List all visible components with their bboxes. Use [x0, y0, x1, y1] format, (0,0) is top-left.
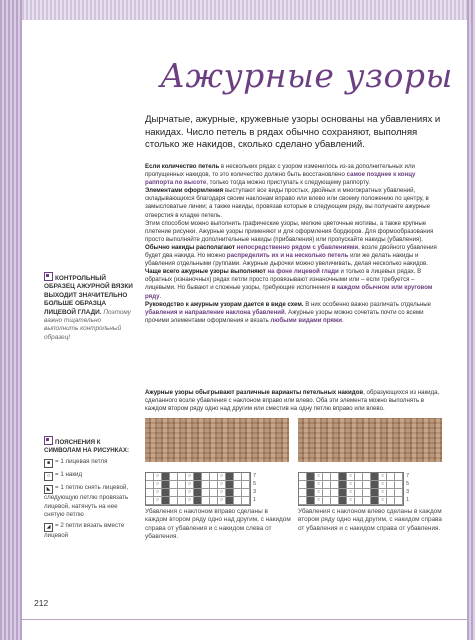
- chart-cell: [387, 481, 395, 489]
- row-number: 5: [406, 481, 410, 487]
- chart-cell: [186, 497, 194, 505]
- legend-text: = 2 петли вязать вместе лицевой: [44, 522, 125, 540]
- chart-cell: [202, 489, 210, 497]
- chart-cell: [186, 473, 194, 481]
- chart-cell: [242, 489, 250, 497]
- chart-cell: [323, 489, 331, 497]
- chart-cell: [355, 481, 363, 489]
- chart-cell: [307, 489, 315, 497]
- chart-cell: [218, 473, 226, 481]
- chart-cell: [371, 481, 379, 489]
- chart-cell: [170, 489, 178, 497]
- chart-cell: [331, 489, 339, 497]
- chart-cell: [307, 497, 315, 505]
- text: в нескольких рядах с узором изменилось из-за дополнительных или пропущенных накидов, то это количество должно быть восстановлено: [145, 163, 415, 179]
- decorative-border-top: [22, 0, 467, 20]
- paragraph-4: [145, 244, 445, 268]
- chart-cell: [355, 473, 363, 481]
- text: или же делать накиды и убавления отдельными группами. Ажурные дырочки можно увеличивать, делая несколько накидов.: [145, 252, 428, 268]
- chart-cell: [387, 473, 395, 481]
- text: , образующихся из накида, сделанного возле убавления с наклоном вправо или влево. Оба эти элемента можно выполнять в каждом втором ряду одно над другим или сместив на одну петлю вправо или влево.: [145, 389, 440, 413]
- chart-cell: [395, 489, 403, 497]
- chart-grid: [298, 472, 404, 506]
- chart-cell: [178, 481, 186, 489]
- chart-cell: [146, 481, 154, 489]
- chart-cell: [339, 473, 347, 481]
- chart-cell: [234, 497, 242, 505]
- chart-cell: [347, 481, 355, 489]
- chart-cell: [210, 489, 218, 497]
- chart-cell: [226, 497, 234, 505]
- chart-cell: [186, 489, 194, 497]
- chart-cell: [202, 497, 210, 505]
- chart-cell: [162, 489, 170, 497]
- chart-cell: [146, 497, 154, 505]
- chart-cell: [347, 489, 355, 497]
- chart-cell: [379, 473, 387, 481]
- row-number: 5: [253, 481, 257, 487]
- bold-phrase: Руководство к ажурным узорам дается в виде схем.: [145, 300, 304, 308]
- chart-cell: [363, 481, 371, 489]
- chart-cell: [154, 481, 162, 489]
- chart-cell: [347, 497, 355, 505]
- chart-cell: [194, 489, 202, 497]
- chart-cell: [154, 473, 162, 481]
- highlight: непосредственно рядом с убавлениями: [236, 243, 359, 251]
- chart-cell: [170, 473, 178, 481]
- yarn-over-icon: ○: [44, 472, 53, 481]
- chart-cell: [154, 497, 162, 505]
- chart-cell: [226, 489, 234, 497]
- chart-cell: [234, 473, 242, 481]
- chart-cell: [202, 473, 210, 481]
- chart-cell: [194, 497, 202, 505]
- chart-cell: [234, 489, 242, 497]
- chart-cell: [170, 481, 178, 489]
- text: , только тогда можно приступать к следующему раппорту.: [206, 179, 370, 187]
- bold-phrase: Ажурные узоры обыгрывают различные варианты петельных накидов: [145, 389, 364, 396]
- highlight: самое позднее к концу раппорта по высоте: [145, 171, 416, 187]
- chart-cell: [387, 497, 395, 505]
- text: В них особенно важно различать отдельные: [303, 300, 432, 308]
- caption-right-lean: Убавления с наклоном вправо сделаны в каждом втором ряду одно над другим, с накидом справа от убавления и с накидом слева от убавления.: [145, 508, 291, 541]
- legend-text: = 1 накид: [55, 471, 83, 479]
- highlight: убавления и направление наклона убавлений: [145, 308, 285, 316]
- chart-cell: [315, 497, 323, 505]
- knit-stitch-icon: ■: [44, 459, 53, 468]
- chart-cell: [146, 489, 154, 497]
- legend-item: [44, 484, 136, 519]
- chart-cell: [299, 497, 307, 505]
- right-decrease-icon: ◢: [44, 523, 53, 532]
- chart-cell: [210, 473, 218, 481]
- stitch-chart-left-lean: [298, 472, 410, 506]
- chart-cell: [371, 489, 379, 497]
- sidebar-tip: [44, 272, 134, 342]
- highlight: на фоне лицевой глади: [267, 268, 339, 276]
- chart-cell: [331, 473, 339, 481]
- decorative-border-left: [0, 0, 22, 640]
- legend-text: = 1 лицевая петля: [55, 458, 108, 466]
- page-title: Ажурные узоры: [160, 56, 453, 95]
- highlight: любыми видами пряжи: [270, 316, 342, 324]
- chart-cell: [339, 489, 347, 497]
- symbol-legend: [44, 436, 136, 540]
- chart-cell: [194, 473, 202, 481]
- chart-cell: [331, 497, 339, 505]
- chart-cell: [323, 497, 331, 505]
- chart-cell: [154, 489, 162, 497]
- chart-cell: [170, 497, 178, 505]
- chart-cell: [379, 497, 387, 505]
- chart-cell: [242, 497, 250, 505]
- legend-item: [44, 522, 136, 540]
- square-bullet-icon: [44, 436, 53, 445]
- chart-cell: [371, 473, 379, 481]
- text: .: [341, 316, 344, 324]
- footer-rule: [22, 619, 467, 620]
- paragraph-1: [145, 163, 445, 187]
- paragraph-3: Этим способом можно выполнить графические узоры, мелкие цветочные мотивы, а также крупные плетение рисунки. Ажурные узоры применяют и для оформления бордюров. Для формообразования просто выполняйте дополнительные накиды (прибавления) или пропускайте накиды (убавления).: [145, 219, 434, 243]
- chart-cell: [339, 497, 347, 505]
- row-number: 3: [253, 489, 257, 495]
- row-number: 1: [406, 497, 410, 503]
- tip-heading: КОНТРОЛЬНЫЙ ОБРАЗЕЦ АЖУРНОЙ ВЯЗКИ ВЫХОДИТ ЗНАЧИТЕЛЬНО БОЛЬШЕ ОБРАЗЦА ЛИЦЕВОЙ ГЛАДИ.: [44, 275, 133, 316]
- lead-paragraph: Дырчатые, ажурные, кружевные узоры основаны на убавлениях и накидах. Число петель в рядах обычно сохраняют, выполняя столько же накидов, сколько сделано убавлений.: [145, 114, 441, 150]
- chart-cell: [186, 481, 194, 489]
- chart-cell: [331, 481, 339, 489]
- chart-cell: [355, 489, 363, 497]
- chart-cell: [299, 481, 307, 489]
- chart-cell: [218, 489, 226, 497]
- chart-cell: [395, 481, 403, 489]
- chart-cell: [323, 473, 331, 481]
- section-paragraph: [145, 389, 445, 413]
- decorative-border-right: [467, 0, 475, 640]
- text: и только в лицевых рядах. В обратных (изнаночных) рядах петли просто провязывают изнаночными или – если требуется – лицевыми. Но бывают и сложные узоры, требующие исполнения: [145, 268, 422, 292]
- chart-cell: [218, 497, 226, 505]
- chart-cell: [347, 473, 355, 481]
- highlight: в каждом обычном или круговом ряду: [145, 284, 433, 300]
- left-decrease-icon: ◣: [44, 485, 53, 494]
- chart-cell: [315, 489, 323, 497]
- chart-cell: [178, 473, 186, 481]
- chart-cell: [178, 497, 186, 505]
- knit-swatch-photo-left-lean: [298, 418, 442, 462]
- chart-cell: [395, 497, 403, 505]
- chart-cell: [194, 481, 202, 489]
- page-number: 212: [34, 598, 49, 608]
- row-number: 7: [406, 473, 410, 479]
- chart-cell: [218, 481, 226, 489]
- row-numbers: [406, 472, 409, 504]
- legend-text: = 1 петлю снять лицевой, следующую петлю провязать лицевой, натянуть на нее снятую петлю: [44, 484, 129, 518]
- row-number: 3: [406, 489, 410, 495]
- paragraph-6: [145, 301, 445, 325]
- body-text: [145, 163, 445, 325]
- chart-cell: [202, 481, 210, 489]
- chart-cell: [323, 481, 331, 489]
- chart-cell: [210, 481, 218, 489]
- chart-cell: [363, 497, 371, 505]
- chart-cell: [363, 489, 371, 497]
- chart-cell: [379, 489, 387, 497]
- chart-cell: [178, 489, 186, 497]
- chart-cell: [146, 473, 154, 481]
- chart-cell: [226, 481, 234, 489]
- row-numbers: [253, 472, 256, 504]
- chart-cell: [315, 473, 323, 481]
- caption-left-lean: Убавления с наклоном влево сделаны в каждом втором ряду одно над другим, с накидом справа от убавления и с накидом справа от убавления.: [298, 508, 442, 532]
- knit-swatch-photo-right-lean: [145, 418, 289, 462]
- row-number: 7: [253, 473, 257, 479]
- paragraph-5: [145, 268, 445, 300]
- chart-cell: [299, 489, 307, 497]
- chart-cell: [379, 481, 387, 489]
- chart-cell: [339, 481, 347, 489]
- bold-phrase: Чаще всего ажурные узоры выполняют: [145, 268, 266, 276]
- chart-cell: [242, 481, 250, 489]
- chart-grid: [145, 472, 251, 506]
- text: . Ажурные узоры можно сочетать почти со всеми прочими элементами оформления и вязать: [145, 308, 424, 324]
- legend-item: [44, 458, 136, 468]
- legend-item: [44, 471, 136, 481]
- chart-cell: [371, 497, 379, 505]
- stitch-chart-right-lean: [145, 472, 257, 506]
- chart-cell: [355, 497, 363, 505]
- chart-cell: [387, 489, 395, 497]
- chart-cell: [307, 481, 315, 489]
- chart-cell: [162, 473, 170, 481]
- bold-phrase: Обычно накиды располагают: [145, 243, 235, 251]
- square-bullet-icon: [44, 272, 53, 281]
- row-number: 1: [253, 497, 257, 503]
- chart-cell: [234, 481, 242, 489]
- chart-cell: [363, 473, 371, 481]
- chart-cell: [242, 473, 250, 481]
- legend-heading: ПОЯСНЕНИЯ К СИМВОЛАМ НА РИСУНКАХ:: [44, 439, 130, 455]
- text: .: [159, 292, 162, 300]
- chart-cell: [162, 497, 170, 505]
- chart-cell: [307, 473, 315, 481]
- text: , возле двойного убавления будет два накида. Но можно: [145, 243, 437, 260]
- bold-phrase: Элементами оформления: [145, 187, 224, 195]
- chart-cell: [226, 473, 234, 481]
- chart-cell: [162, 481, 170, 489]
- chart-cell: [315, 481, 323, 489]
- tip-note: Поэтому важно тщательно выполнить контрольный образец!: [44, 308, 131, 341]
- chart-cell: [210, 497, 218, 505]
- highlight: распределить их и на несколько петель: [226, 252, 349, 260]
- chart-cell: [395, 473, 403, 481]
- bold-phrase: Если количество петель: [145, 163, 220, 170]
- chart-cell: [299, 473, 307, 481]
- text: выступают все виды простых, двойных и многократных убавлений, складывающихся благодаря своим наклонам вправо или влево или своему положению по центру, в замысловатые линии; а также накиды, провязав которые в следующем ряду, вы получаете ажурные отверстия в кладке петель.: [145, 187, 431, 219]
- paragraph-2: [145, 187, 445, 219]
